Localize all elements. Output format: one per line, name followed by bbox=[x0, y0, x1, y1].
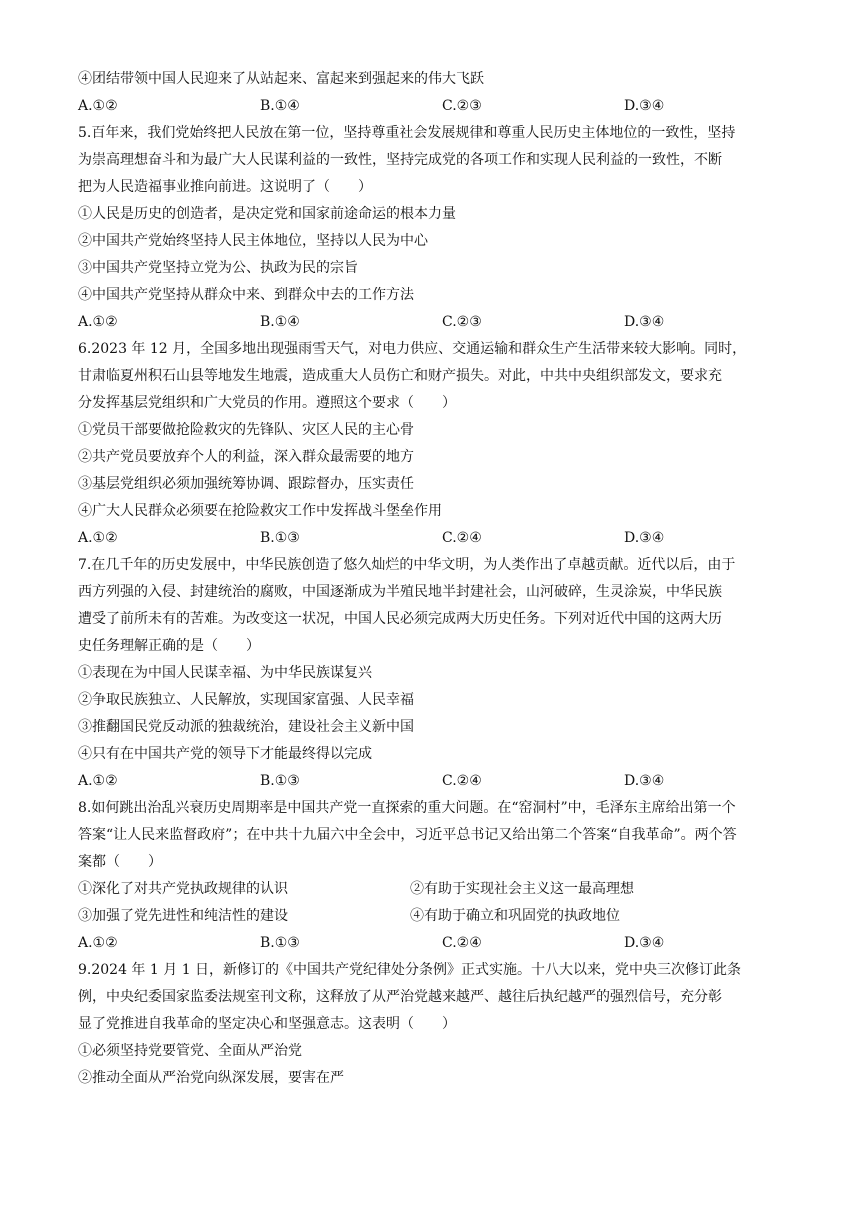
q6-item-3: ③基层党组织必须加强统筹协调、跟踪督办，压实责任 bbox=[78, 476, 414, 492]
q6-choice-c[interactable]: C.②④ bbox=[442, 530, 482, 546]
q8-item-1: ①深化了对共产党执政规律的认识 bbox=[78, 881, 288, 897]
q4-item-4: ④团结带领中国人民迎来了从站起来、富起来到强起来的伟大飞跃 bbox=[78, 71, 484, 87]
q7-item-2: ②争取民族独立、人民解放，实现国家富强、人民幸福 bbox=[78, 692, 414, 708]
q6-choice-b[interactable]: B.①③ bbox=[260, 530, 300, 546]
q8-choice-c[interactable]: C.②④ bbox=[442, 935, 482, 951]
q7-stem-line-3: 遭受了前所未有的苦难。为改变这一状况，中国人民必须完成两大历史任务。下列对近代中国的这两大历 bbox=[78, 611, 722, 627]
q4-choice-a[interactable]: A.①② bbox=[78, 98, 118, 114]
q4-choice-d[interactable]: D.③④ bbox=[624, 98, 665, 114]
q9-stem-line-1: 9.2024 年 1 月 1 日，新修订的《中国共产党纪律处分条例》正式实施。十八大以来，党中央三次修订此条 bbox=[78, 962, 742, 978]
q6-stem-line-1: 6.2023 年 12 月，全国多地出现强雨雪天气，对电力供应、交通运输和群众生产生活带来较大影响。同时， bbox=[78, 341, 747, 357]
q7-choice-b[interactable]: B.①③ bbox=[260, 773, 300, 789]
q4-choice-c[interactable]: C.②③ bbox=[442, 98, 482, 114]
q6-stem-line-2: 甘肃临夏州积石山县等地发生地震，造成重大人员伤亡和财产损失。对此，中共中央组织部发文，要求充 bbox=[78, 368, 722, 384]
q9-stem-line-3: 显了党推进自我革命的坚定决心和坚强意志。这表明（ ） bbox=[78, 1016, 456, 1032]
q5-item-3: ③中国共产党坚持立党为公、执政为民的宗旨 bbox=[78, 260, 358, 276]
q8-item-2: ②有助于实现社会主义这一最高理想 bbox=[410, 881, 634, 897]
q8-choice-d[interactable]: D.③④ bbox=[624, 935, 665, 951]
q5-stem-line-2: 为崇高理想奋斗和为最广大人民谋利益的一致性，坚持完成党的各项工作和实现人民利益的一致性，不断 bbox=[78, 152, 722, 168]
q7-stem-line-2: 西方列强的入侵、封建统治的腐败，中国逐渐成为半殖民地半封建社会，山河破碎，生灵涂炭，中华民族 bbox=[78, 584, 722, 600]
q9-item-1: ①必须坚持党要管党、全面从严治党 bbox=[78, 1043, 302, 1059]
q8-stem-line-3: 案都（ ） bbox=[78, 854, 162, 870]
q5-item-1: ①人民是历史的创造者，是决定党和国家前途命运的根本力量 bbox=[78, 206, 456, 222]
q5-item-2: ②中国共产党始终坚持人民主体地位，坚持以人民为中心 bbox=[78, 233, 428, 249]
q7-stem-line-4: 史任务理解正确的是（ ） bbox=[78, 638, 260, 654]
q9-stem-line-2: 例，中央纪委国家监委法规室刊文称，这释放了从严治党越来越严、越往后执纪越严的强烈信号，充分彰 bbox=[78, 989, 722, 1005]
q5-choice-c[interactable]: C.②③ bbox=[442, 314, 482, 330]
q7-choice-c[interactable]: C.②④ bbox=[442, 773, 482, 789]
q6-choice-a[interactable]: A.①② bbox=[78, 530, 118, 546]
q7-item-3: ③推翻国民党反动派的独裁统治，建设社会主义新中国 bbox=[78, 719, 414, 735]
q6-stem-line-3: 分发挥基层党组织和广大党员的作用。遵照这个要求（ ） bbox=[78, 395, 456, 411]
q5-item-4: ④中国共产党坚持从群众中来、到群众中去的工作方法 bbox=[78, 287, 414, 303]
q5-choice-d[interactable]: D.③④ bbox=[624, 314, 665, 330]
q8-item-4: ④有助于确立和巩固党的执政地位 bbox=[410, 908, 620, 924]
q5-stem-line-1: 5.百年来，我们党始终把人民放在第一位，坚持尊重社会发展规律和尊重人民历史主体地位的一致性，坚持 bbox=[78, 125, 736, 141]
q8-choice-a[interactable]: A.①② bbox=[78, 935, 118, 951]
q7-item-1: ①表现在为中国人民谋幸福、为中华民族谋复兴 bbox=[78, 665, 372, 681]
q6-choice-d[interactable]: D.③④ bbox=[624, 530, 665, 546]
q7-choice-d[interactable]: D.③④ bbox=[624, 773, 665, 789]
q7-item-4: ④只有在中国共产党的领导下才能最终得以完成 bbox=[78, 746, 372, 762]
q9-item-2: ②推动全面从严治党向纵深发展，要害在严 bbox=[78, 1070, 344, 1086]
q5-stem-line-3: 把为人民造福事业推向前进。这说明了（ ） bbox=[78, 179, 372, 195]
q8-stem-line-1: 8.如何跳出治乱兴衰历史周期率是中国共产党一直探索的重大问题。在“窑洞村”中，毛泽东主席给出第一个 bbox=[78, 800, 736, 816]
q8-choice-b[interactable]: B.①③ bbox=[260, 935, 300, 951]
q8-item-3: ③加强了党先进性和纯洁性的建设 bbox=[78, 908, 288, 924]
q7-choice-a[interactable]: A.①② bbox=[78, 773, 118, 789]
q4-choice-b[interactable]: B.①④ bbox=[260, 98, 300, 114]
q8-stem-line-2: 答案“让人民来监督政府”；在中共十九届六中全会中，习近平总书记又给出第二个答案“自我革命”。两个答 bbox=[78, 827, 737, 843]
q5-choice-a[interactable]: A.①② bbox=[78, 314, 118, 330]
q6-item-4: ④广大人民群众必须要在抢险救灾工作中发挥战斗堡垒作用 bbox=[78, 503, 442, 519]
q7-stem-line-1: 7.在几千年的历史发展中，中华民族创造了悠久灿烂的中华文明，为人类作出了卓越贡献。近代以后，由于 bbox=[78, 557, 736, 573]
q5-choice-b[interactable]: B.①④ bbox=[260, 314, 300, 330]
q6-item-2: ②共产党员要放弃个人的利益，深入群众最需要的地方 bbox=[78, 449, 414, 465]
q6-item-1: ①党员干部要做抢险救灾的先锋队、灾区人民的主心骨 bbox=[78, 422, 414, 438]
